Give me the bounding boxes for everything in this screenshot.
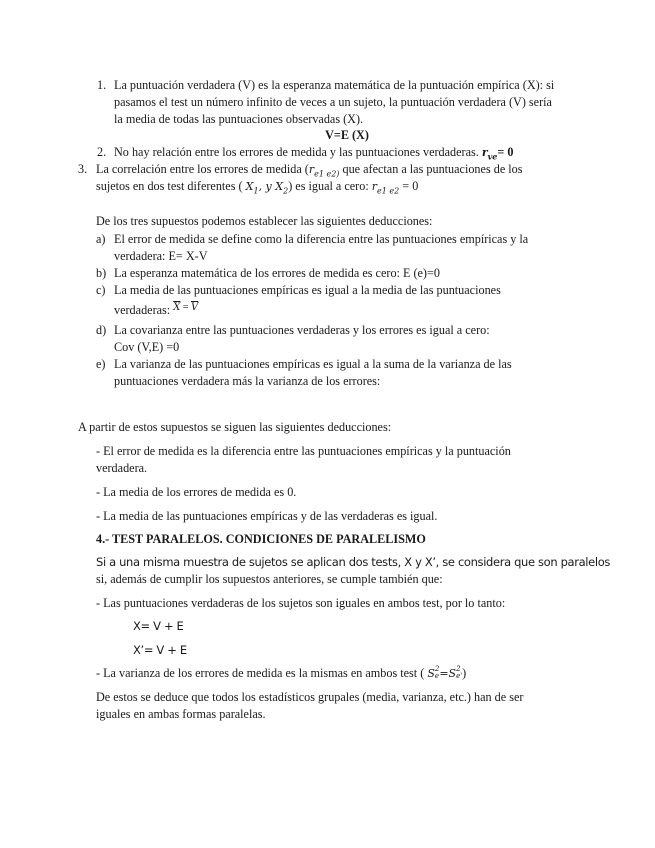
formula-symbol: $\overline{V}$ <box>190 302 199 313</box>
formula-symbol: S <box>448 667 457 680</box>
text-fragment: sujetos en dos test diferentes ( <box>96 179 243 193</box>
formula-symbol: , y X <box>258 180 284 193</box>
list-item-text: la media de todas las puntuaciones observadas (X). <box>114 112 364 126</box>
list-label: d) <box>96 323 107 337</box>
formula-symbol: r <box>481 146 488 159</box>
list-number: 1. <box>97 78 107 92</box>
list-number: 3. <box>78 162 88 176</box>
text-fragment: ) es igual a cero: <box>288 179 369 193</box>
section-heading: 4.- TEST PARALELOS. CONDICIONES DE PARALELISMO <box>96 532 426 546</box>
formula-scripts <box>435 666 439 680</box>
list-item-text <box>114 303 198 319</box>
paragraph <box>96 666 466 681</box>
formula-superscript: 2 <box>434 665 440 673</box>
formula-symbol: X <box>245 180 254 193</box>
formula-subscript: 1 <box>253 186 259 196</box>
text-fragment: que afectan a las puntuaciones de los <box>339 162 523 176</box>
list-item-text: pasamos el test un número infinito de veces a un sujeto, la puntuación verdadera (V) sería <box>114 95 552 109</box>
text-fragment: verdaderas: <box>114 303 171 317</box>
text-fragment: La correlación entre los errores de medida ( <box>96 162 309 176</box>
formula-subscript: e1 e2) <box>314 169 340 179</box>
formula-mean-equality <box>173 299 198 313</box>
text-fragment: ) <box>462 666 467 680</box>
list-item-text: El error de medida se define como la diferencia entre las puntuaciones empíricas y la <box>114 232 529 246</box>
text-fragment: = 0 <box>399 179 419 193</box>
list-item-text: verdadera: E= X-V <box>114 249 208 263</box>
equation: X= V + E <box>133 619 184 633</box>
list-label: c) <box>96 283 106 297</box>
formula-variance-equality <box>427 667 462 680</box>
list-label: b) <box>96 266 107 280</box>
paragraph: iguales en ambas formas paralelas. <box>96 707 266 721</box>
formula-end: = 0 <box>497 145 514 159</box>
text-fragment: - La varianza de los errores de medida es la mismas en ambos test ( <box>96 666 425 680</box>
equation: X’= V + E <box>133 643 187 657</box>
formula-superscript: 2 <box>456 665 461 673</box>
formula-symbol: = <box>439 667 449 680</box>
list-number: 2. <box>97 145 107 159</box>
formula-v-equals-ex: V=E (X) <box>325 128 369 142</box>
formula-subscript: 2 <box>283 186 289 196</box>
paragraph: - El error de medida es la diferencia entre las puntuaciones empíricas y la puntuación <box>96 444 511 458</box>
paragraph: De estos se deduce que todos los estadísticos grupales (media, varianza, etc.) han de ser <box>96 690 524 704</box>
formula-symbol: r <box>308 163 315 176</box>
formula-scripts <box>456 666 462 680</box>
formula-symbol: r <box>371 180 378 193</box>
list-item-text: La covarianza entre las puntuaciones verdaderas y los errores es igual a cero: <box>114 323 490 337</box>
list-item-text: La varianza de las puntuaciones empíricas es igual a la suma de la varianza de las <box>114 357 512 371</box>
paragraph: - La media de las puntuaciones empíricas y de las verdaderas es igual. <box>96 509 438 523</box>
formula-subscript: e' <box>456 672 463 680</box>
paragraph: De los tres supuestos podemos establecer las siguientes deducciones: <box>96 214 433 228</box>
list-item-text: No hay relación entre los errores de medida y las puntuaciones verdaderas. <box>114 145 479 159</box>
formula-symbol: $\overline{X}$ <box>173 302 181 313</box>
list-label: a) <box>96 232 106 246</box>
list-item-text: La media de las puntuaciones empíricas es igual a la media de las puntuaciones <box>114 283 501 297</box>
list-item-text: La puntuación verdadera (V) es la esperanza matemática de la puntuación empírica (X): si <box>114 78 555 92</box>
paragraph: si, además de cumplir los supuestos anteriores, se cumple también que: <box>96 572 443 586</box>
list-item-text: Cov (V,E) =0 <box>114 340 180 354</box>
paragraph: Si a una misma muestra de sujetos se aplican dos tests, X y X’, se considera que son paralelos <box>96 555 611 569</box>
formula-subscript: e1 e2 <box>377 186 400 196</box>
formula-symbol: S <box>427 667 435 680</box>
formula-symbol: = <box>180 302 191 313</box>
paragraph: - Las puntuaciones verdaderas de los sujetos son iguales en ambos test, por lo tanto: <box>96 596 506 610</box>
paragraph: A partir de estos supuestos se siguen las siguientes deducciones: <box>78 420 392 434</box>
paragraph: - La media de los errores de medida es 0. <box>96 485 297 499</box>
list-item-text: La esperanza matemática de los errores de medida es cero: E (e)=0 <box>114 266 440 280</box>
paragraph: verdadera. <box>96 461 148 475</box>
list-label: e) <box>96 357 106 371</box>
list-item-text: puntuaciones verdadera más la varianza de los errores: <box>114 374 381 388</box>
formula-subscript: e <box>434 672 440 680</box>
list-item-text <box>96 179 418 198</box>
formula-subscript: ve <box>487 151 498 162</box>
formula-rve <box>481 145 514 162</box>
